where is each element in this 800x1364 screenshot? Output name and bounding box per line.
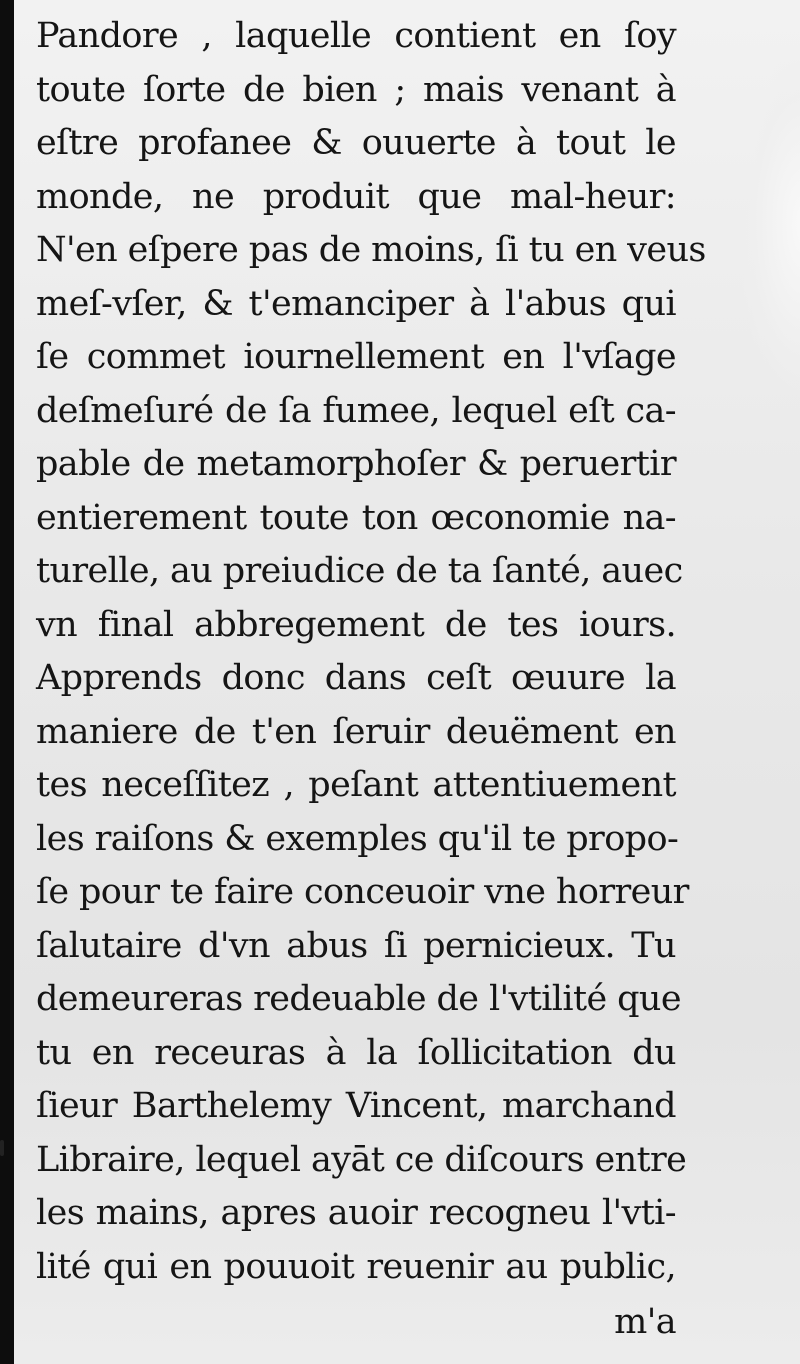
- text-line: turelle, au preiudice de ta ſanté, auec: [36, 551, 683, 591]
- text-line: ſe commet iournellement en l'vſage: [36, 337, 676, 377]
- text-line: Libraire, lequel ayāt ce diſcours entre: [36, 1139, 687, 1180]
- text-line: N'en eſpere pas de moins, ſi tu en veus: [36, 230, 706, 270]
- text-line: ſieur Barthelemy Vincent, marchand: [36, 1086, 676, 1126]
- text-line: entierement toute ton œconomie na-: [36, 497, 676, 538]
- text-line: vn final abbregement de tes iours.: [36, 604, 676, 645]
- text-line: toute ſorte de bien ; mais venant à: [36, 69, 676, 110]
- text-line: les raiſons & exemples qu'il te propo-: [36, 818, 679, 859]
- text-line: eſtre profanee & ouuerte à tout le: [36, 123, 676, 163]
- text-line: pable de metamorphoſer & peruertir: [36, 444, 676, 484]
- text-line: tu en receuras à la ſollicitation du: [36, 1032, 676, 1073]
- text-line: les mains, apres auoir recogneu l'vti-: [36, 1193, 676, 1233]
- text-line: Apprends donc dans ceſt œuure la: [36, 658, 676, 698]
- text-line: tes neceſſitez , peſant attentiuement: [36, 765, 676, 805]
- text-line: demeureras redeuable de l'vtilité que: [36, 979, 681, 1019]
- text-line: monde, ne produit que mal-heur:: [36, 176, 676, 217]
- text-line: lité qui en pouuoit reuenir au public,: [36, 1246, 676, 1287]
- margin-ink-speck: [0, 1140, 4, 1156]
- catchword: m'a: [614, 1302, 676, 1342]
- book-page: [14, 0, 800, 1364]
- text-line: maniere de t'en ſeruir deuëment en: [36, 711, 676, 752]
- text-line: deſmeſuré de ſa fumee, lequel eſt ca-: [36, 390, 676, 431]
- text-line: Pandore , laquelle contient en ſoy: [36, 16, 676, 56]
- text-line: ſalutaire d'vn abus ſi pernicieux. Tu: [36, 925, 676, 966]
- text-line: meſ-vſer, & t'emanciper à l'abus qui: [36, 283, 676, 324]
- page-text: [36, 10, 706, 1350]
- text-line: ſe pour te faire conceuoir vne horreur: [36, 872, 689, 912]
